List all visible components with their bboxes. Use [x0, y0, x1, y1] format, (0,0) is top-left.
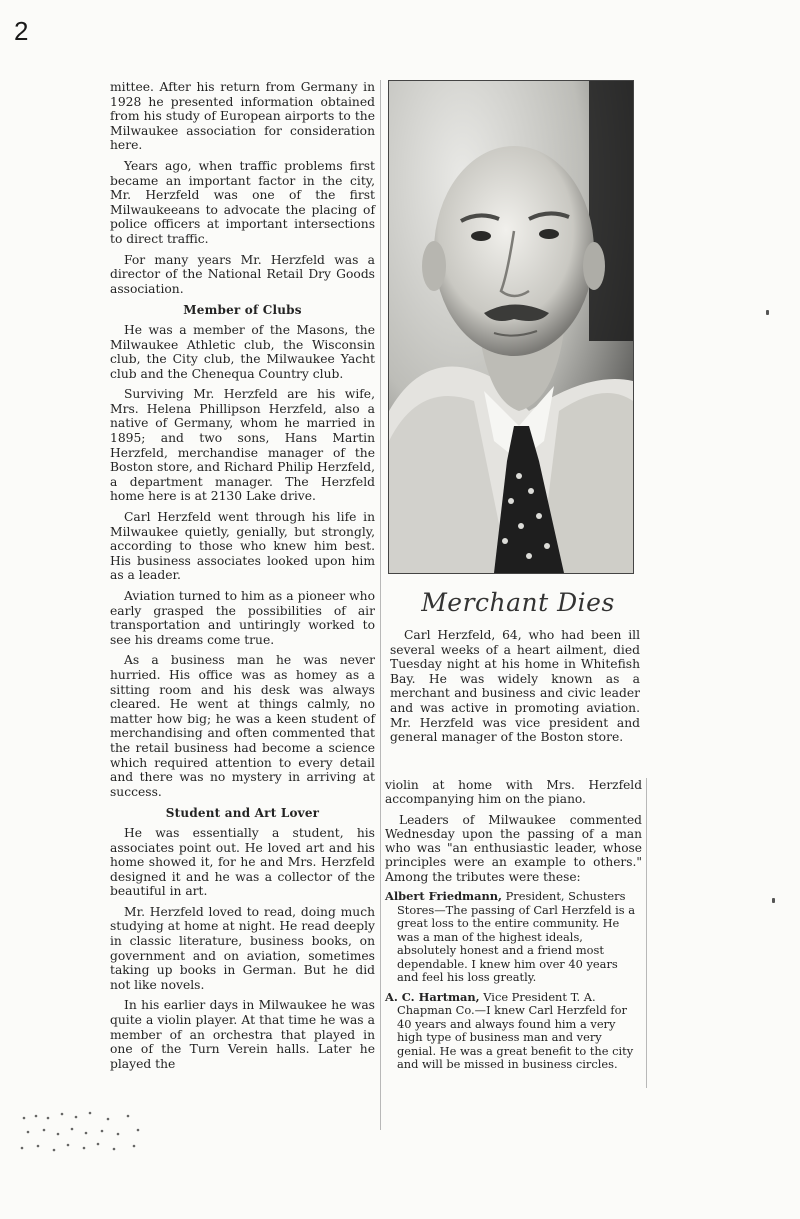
article-column-1 — [110, 80, 375, 1077]
paragraph: As a business man he was never hurried. His office was as homey as a sitting room and his desk was always cleared. He went at things calmly, no matter how big; he was a keen student of merchandising and often commented that the retail business had become a science which required attention to every detail and there was no mystery in arriving at success. — [110, 653, 375, 799]
tribute-name: A. C. Hartman, — [385, 989, 480, 1004]
paragraph: In his earlier days in Milwaukee he was quite a violin player. At that time he was a member of an orchestra that played in one of the Turn Verein halls. Later he played the — [110, 998, 375, 1071]
tribute-text: President, Schusters Stores—The passing of Carl Herzfeld is a great loss to the entire community. He was a man of the highest ideals, absolutely honest and a friend most dependable. I knew him over 40 years and feel his loss greatly. — [397, 889, 636, 985]
column-rule — [646, 778, 647, 1088]
paragraph: He was essentially a student, his associates point out. He loved art and his home showed it, for he and Mrs. Herzfeld designed it and he was a collector of the beautiful in art. — [110, 825, 375, 899]
article-column-2 — [390, 628, 640, 751]
page-number: 2 — [14, 16, 29, 46]
paragraph: violin at home with Mrs. Herzfeld accompanying him on the piano. — [385, 778, 642, 807]
tribute-friedmann — [385, 890, 642, 985]
tribute-hartman — [385, 991, 642, 1072]
paragraph: Surviving Mr. Herzfeld are his wife, Mrs. Helena Phillipson Herzfeld, also a native of Germany, whom he married in 1895; and two sons, Hans Martin Herzfeld, merchandise manager of the Boston store, and Richard Philip Herzfeld, a department manager. The Herzfeld home here is at 2130 Lake drive. — [110, 387, 375, 504]
tribute-name: Albert Friedmann, — [385, 889, 502, 904]
headline: Merchant Dies — [421, 588, 615, 617]
paragraph: Years ago, when traffic problems first became an important factor in the city, Mr. Herzfeld was one of the first Milwaukeeans to advocate the placing of police officers at important intersections to direct traffic. — [110, 158, 375, 246]
paragraph: Carl Herzfeld went through his life in Milwaukee quietly, genially, but strongly, according to those who knew him best. His business associates looked upon him as a leader. — [110, 510, 375, 583]
tribute-text: Vice President T. A. Chapman Co.—I knew Carl Herzfeld for 40 years and always found him a very high type of business man and very genial. He was a great benefit to the city and will be missed in business circles. — [397, 989, 634, 1072]
halftone-dots-decoration — [18, 1110, 158, 1160]
paragraph: He was a member of the Masons, the Milwaukee Athletic club, the Wisconsin club, the City club, the Milwaukee Yacht club and the Chenequa Country club. — [110, 322, 375, 381]
scan-speck — [772, 898, 775, 903]
paragraph: For many years Mr. Herzfeld was a director of the National Retail Dry Goods association. — [110, 252, 375, 296]
subheading-member-of-clubs: Member of Clubs — [183, 303, 302, 318]
paragraph: Aviation turned to him as a pioneer who early grasped the possibilities of air transportation and untiringly worked to see his dreams come true. — [110, 589, 375, 647]
paragraph: Leaders of Milwaukee commented Wednesday upon the passing of a man who was "an enthusiastic leader, whose principles were an example to others." Among the tributes were these: — [385, 812, 642, 884]
column-rule — [380, 80, 381, 1130]
subheading-student-and-art-lover: Student and Art Lover — [165, 806, 320, 821]
portrait-photo — [388, 80, 634, 574]
article-column-3 — [385, 778, 642, 1078]
portrait-illustration — [389, 81, 633, 573]
lead-paragraph: Carl Herzfeld, 64, who had been ill several weeks of a heart ailment, died Tuesday night at his home in Whitefish Bay. He was widely known as a merchant and business and civic leader and was active in promoting aviation. Mr. Herzfeld was vice president and general manager of the Boston store. — [390, 628, 640, 745]
scan-speck — [766, 310, 769, 315]
paragraph: Mr. Herzfeld loved to read, doing much studying at home at night. He read deeply in classic literature, business books, on government and on aviation, sometimes taking up books in German. But he did not like novels. — [110, 904, 375, 992]
paragraph: mittee. After his return from Germany in 1928 he presented information obtained from his study of European airports to the Milwaukee association for consideration here. — [110, 80, 375, 153]
